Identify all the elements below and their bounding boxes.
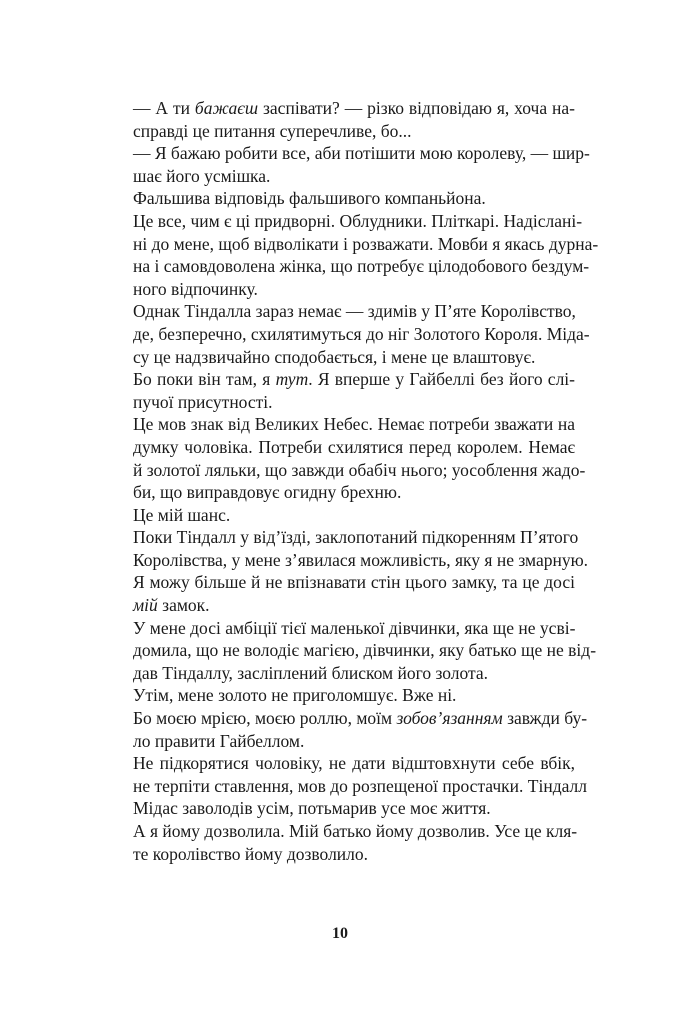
text-segment: Бо поки він там, я <box>133 369 276 390</box>
text-segment: — Я бажаю робити все, аби потішити мою королеву, — шир- <box>133 143 590 164</box>
text-line <box>116 820 578 843</box>
text-line <box>116 730 575 753</box>
text-line <box>116 120 575 143</box>
text-line <box>116 187 575 210</box>
text-segment: шає його усмішка. <box>133 165 271 186</box>
text-segment: Мідас заволодів усім, потьмарив усе моє життя. <box>133 798 491 819</box>
text-line <box>116 391 575 414</box>
text-line <box>116 571 575 594</box>
italic-text: тут <box>275 369 309 390</box>
text-line <box>116 210 583 233</box>
text-segment: Я можу більше й не впізнавати стін цього замку, та це досі <box>133 572 575 593</box>
text-segment: А я йому дозволила. Мій батько йому дозволив. Усе це кля- <box>133 821 578 841</box>
text-line <box>116 459 586 482</box>
text-segment: ні до мене, щоб відволікати і розважати. Мовби я якась дурна- <box>133 233 599 254</box>
paragraph <box>116 820 578 865</box>
text-line <box>116 255 590 278</box>
italic-text: зобов’язанням <box>396 708 503 729</box>
text-segment: те королівство йому дозволило. <box>133 843 369 864</box>
text-line <box>116 323 590 346</box>
paragraph <box>116 526 589 571</box>
text-segment: замок. <box>157 595 210 616</box>
text-line <box>116 233 599 256</box>
text-line <box>116 549 589 572</box>
text-segment: Однак Тіндалла зараз немає — здимів у П’яте Королівство, <box>133 301 576 322</box>
text-segment: Королівства, у мене з’явилася можливість, яку я не змарную. <box>133 549 589 570</box>
text-line <box>116 775 588 798</box>
text-segment: домила, що не володіє магією, дівчинки, яку батько ще не від- <box>133 640 597 661</box>
text-line <box>116 413 575 436</box>
text-segment: су це надзвичайно сподобається, і мене це влаштовує. <box>133 346 536 367</box>
paragraph <box>116 617 597 685</box>
italic-text: мій <box>133 595 158 616</box>
paragraph <box>116 300 590 368</box>
text-line <box>116 142 590 165</box>
text-line <box>116 368 575 391</box>
paragraph <box>116 368 575 413</box>
text-segment: Поки Тіндалл у від’їзді, заклопотаний підкоренням П’ятого <box>133 527 579 548</box>
paragraph <box>116 413 586 503</box>
text-segment: У мене досі амбіції тієї маленької дівчинки, яка ще не усві- <box>133 617 576 638</box>
text-segment: думку чоловіка. Потреби схилятися перед королем. Немає <box>133 436 575 457</box>
text-segment: . Я вперше у Гайбеллі без його слі- <box>308 369 575 390</box>
text-segment: не терпіти ставлення, мов до розпещеної простачки. Тіндалл <box>133 775 588 796</box>
text-segment: ного відпочинку. <box>133 278 258 299</box>
text-line <box>116 684 575 707</box>
page-number: 10 <box>332 925 348 942</box>
text-segment: й золотої ляльки, що завжди обабіч нього; уособлення жадо- <box>133 459 586 480</box>
text-segment: заспівати? — різко відповідаю я, хоча на- <box>258 98 575 118</box>
paragraph <box>116 752 588 820</box>
text-line <box>116 752 575 775</box>
text-line <box>116 639 597 662</box>
paragraph <box>116 187 575 210</box>
text-segment: Не підкорятися чоловіку, не дати відштовхнути себе вбік, <box>133 753 575 774</box>
text-line <box>116 526 579 549</box>
text-line <box>116 165 575 188</box>
text-line <box>116 300 575 323</box>
paragraph <box>116 707 588 752</box>
text-line <box>116 346 575 369</box>
text-segment: Це мов знак від Великих Небес. Немає потреби зважати на <box>133 414 575 435</box>
text-line <box>116 843 575 866</box>
text-line <box>116 278 575 301</box>
text-line <box>116 617 575 640</box>
paragraph <box>116 504 575 527</box>
paragraph <box>116 97 575 142</box>
paragraph <box>116 684 575 707</box>
paragraph <box>116 142 590 187</box>
text-line <box>116 504 575 527</box>
text-segment: ло правити Гайбеллом. <box>133 730 305 751</box>
text-line <box>116 797 575 820</box>
text-segment: де, безперечно, схилятимуться до ніг Золотого Короля. Міда- <box>133 323 590 344</box>
text-segment: пучої присутності. <box>133 391 273 412</box>
italic-text: бажаєш <box>194 98 259 118</box>
text-segment: Це мій шанс. <box>133 504 231 525</box>
paragraph <box>116 210 599 300</box>
paragraph <box>116 571 575 616</box>
text-segment: на і самовдоволена жінка, що потребує цілодобового бездум- <box>133 256 590 277</box>
text-segment: — А ти <box>133 98 195 118</box>
text-segment: Це все, чим є ці придворні. Облудники. Пліткарі. Надіслані- <box>133 210 583 231</box>
text-line <box>116 707 588 730</box>
text-line <box>116 436 575 459</box>
text-segment: Утім, мене золото не приголомшує. Вже ні. <box>133 685 457 706</box>
page-text <box>116 97 599 865</box>
text-segment: завжди бу- <box>502 708 588 729</box>
text-segment: би, що виправдовує огидну брехню. <box>133 482 402 503</box>
text-segment: дав Тіндаллу, засліплений блиском його золота. <box>133 662 489 683</box>
text-line <box>116 594 575 617</box>
text-segment: Бо моєю мрією, моєю роллю, моїм <box>133 708 397 729</box>
text-segment: справді це питання суперечливе, бо... <box>133 120 412 141</box>
text-segment: Фальшива відповідь фальшивого компаньйона. <box>133 188 486 209</box>
text-line <box>116 662 575 685</box>
text-line <box>116 97 575 120</box>
text-line <box>116 481 575 504</box>
